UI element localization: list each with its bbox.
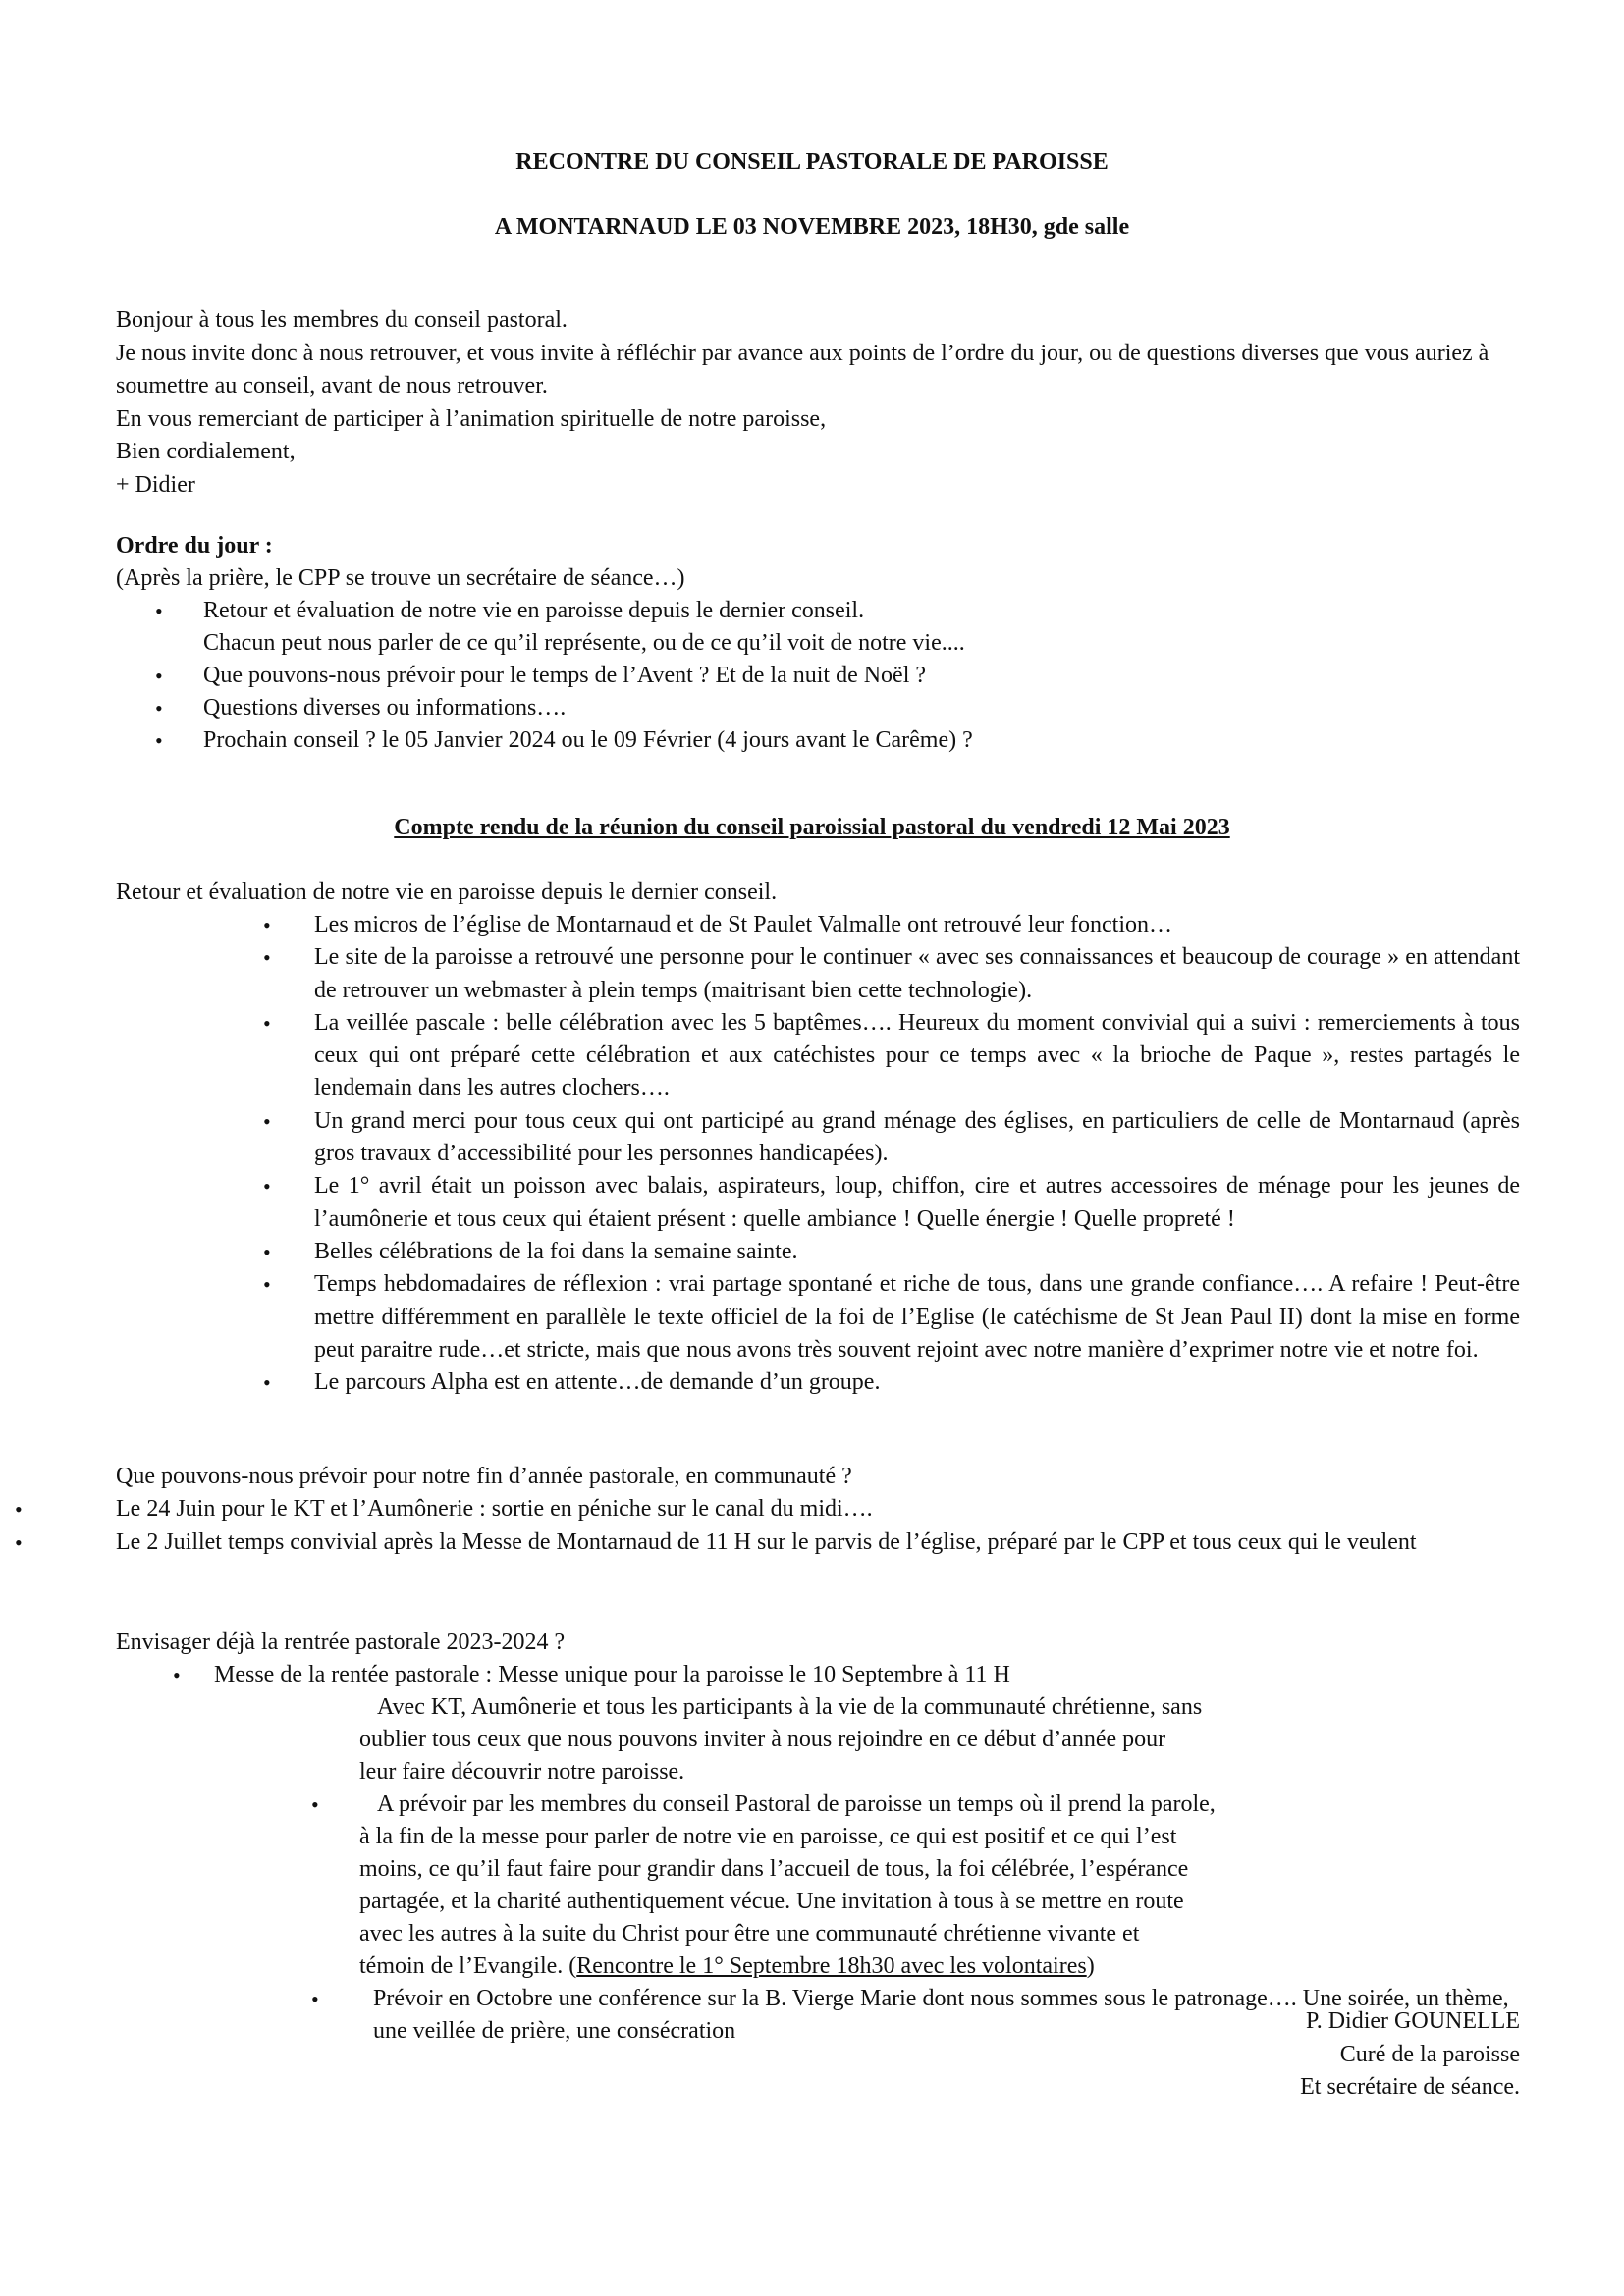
rentree-detail: à la fin de la messe pour parler de notre vie en paroisse, ce qui est positif et ce qui l’est [359,1824,1177,1849]
list-item: • Questions diverses ou informations…. [116,692,1520,724]
list-item: • Belles célébrations de la foi dans la semaine sainte. [116,1236,1520,1268]
list-item [359,1789,1341,1983]
agenda-list [116,595,1520,757]
list-item: • Prévoir en Octobre une conférence sur la B. Vierge Marie dont nous sommes sous le patronage…. Une soirée, un thème, une veillée de prière, une consécration [373,1983,1520,2048]
intro-greeting: Bonjour à tous les membres du conseil pastoral. [116,307,568,333]
intro-closing: Bien cordialement, [116,439,296,464]
section-heading: Que pouvons-nous prévoir pour notre fin d’année pastorale, en communauté ? [116,1464,852,1489]
list-item: • Temps hebdomadaires de réflexion : vrai partage spontané et riche de tous, dans une grande confiance…. A refaire ! Peut-être mettre différemment en parallèle le texte officiel de la foi de l’Eglise (le catéchisme de St Jean Paul II) dont la mise en forme peut paraitre rude…et stricte, mais que nous avons très souvent rejoint avec notre manière d’exprimer notre vie et notre foi. [116,1268,1520,1366]
rentree-detail-text: ) [1086,1953,1095,1979]
rentree-detail: partagée, et la charité authentiquement vécue. Une invitation à tous à se mettre en route [359,1889,1184,1914]
report-section-year-end [116,1461,1520,1559]
list-item: • Le 24 Juin pour le KT et l’Aumônerie : sortie en péniche sur le canal du midi…. [116,1493,1520,1526]
agenda-note: (Après la prière, le CPP se trouve un secrétaire de séance…) [116,565,685,591]
rentree-detail: • A prévoir par les membres du conseil Pastoral de paroisse un temps où il prend la parole, [377,1791,1216,1817]
report-title: Compte rendu de la réunion du conseil paroissial pastoral du vendredi 12 Mai 2023 [394,815,1230,840]
list-item: • Le parcours Alpha est en attente…de demande d’un groupe. [116,1366,1520,1399]
list-item: • Les micros de l’église de Montarnaud et de St Paulet Valmalle ont retrouvé leur fonction… [116,909,1520,941]
list-item: • Le site de la paroisse a retrouvé une personne pour le continuer « avec ses connaissances et beaucoup de courage » en attendant de retrouver un webmaster à plein temps (maitrisant bien cette technologie). [116,941,1520,1007]
list-item: • Messe de la rentée pastorale : Messe unique pour la paroisse le 10 Septembre à 11 H [116,1659,1520,1691]
report-section-rentree [116,1627,1520,2048]
document-subtitle: A MONTARNAUD LE 03 NOVEMBRE 2023, 18H30, gde salle [494,214,1130,240]
volunteer-meeting-note: Rencontre le 1° Septembre 18h30 avec les volontaires [576,1953,1087,1979]
intro-signature: + Didier [116,471,195,498]
year-end-list [116,1493,1520,1559]
report-section-review [116,877,1520,1399]
list-item: • Que pouvons-nous prévoir pour le temps de l’Avent ? Et de la nuit de Noël ? [116,660,1520,692]
list-item: • Prochain conseil ? le 05 Janvier 2024 ou le 09 Février (4 jours avant le Carême) ? [116,724,1520,757]
list-item: • Le 2 Juillet temps convivial après la Messe de Montarnaud de 11 H sur le parvis de l’église, préparé par le CPP et tous ceux qui le veulent [116,1526,1520,1560]
intro-paragraph [116,304,1520,502]
rentree-detail: leur faire découvrir notre paroisse. [359,1759,685,1785]
signature-block [1300,2005,1520,2105]
list-item [116,595,1520,660]
intro-invitation: Je nous invite donc à nous retrouver, et vous invite à réfléchir par avance aux points de l’ordre du jour, ou de questions diverses que vous auriez à soumettre au conseil, avant de nous retrouver. [116,340,1489,399]
agenda-item-text: Chacun peut nous parler de ce qu’il représente, ou de ce qu’il voit de notre vie.... [203,630,965,656]
intro-thanks: En vous remerciant de participer à l’animation spirituelle de notre paroisse, [116,405,827,432]
rentree-detail-text: témoin de l’Evangile. ( [359,1953,577,1979]
rentree-detail [359,1950,1341,1983]
signature-role-secretary: Et secrétaire de séance. [1300,2074,1520,2100]
agenda-heading: Ordre du jour : [116,533,273,559]
rentree-detail: Avec KT, Aumônerie et tous les participants à la vie de la communauté chrétienne, sans [377,1694,1203,1720]
section-heading: Envisager déjà la rentrée pastorale 2023-2024 ? [116,1629,566,1655]
signature-role: Curé de la paroisse [1339,2041,1520,2067]
section-heading: Retour et évaluation de notre vie en paroisse depuis le dernier conseil. [116,880,778,905]
agenda-item-text: Retour et évaluation de notre vie en paroisse depuis le dernier conseil. [203,598,865,623]
rentree-detail: oublier tous ceux que nous pouvons inviter à nous rejoindre en ce début d’année pour [359,1727,1166,1752]
list-item: • Le 1° avril était un poisson avec balais, aspirateurs, loup, chiffon, cire et autres accessoires de ménage pour les jeunes de l’aumônerie et tous ceux qui étaient présent : quelle ambiance ! Quelle énergie ! Quelle propreté ! [116,1170,1520,1236]
list-item: • Un grand merci pour tous ceux qui ont participé au grand ménage des églises, en particuliers de celle de Montarnaud (après gros travaux d’accessibilité pour les personnes handicapées). [116,1105,1520,1171]
list-item: • La veillée pascale : belle célébration avec les 5 baptêmes…. Heureux du moment convivial qui a suivi : remerciements à tous ceux qui ont préparé cette célébration et aux catéchistes pour ce temps avec « la brioche de Paque », restes partagés le lendemain dans les autres clochers…. [116,1007,1520,1105]
rentree-detail: moins, ce qu’il faut faire pour grandir dans l’accueil de tous, la foi célébrée, l’espérance [359,1856,1189,1882]
review-list [116,909,1520,1399]
document-title: RECONTRE DU CONSEIL PASTORALE DE PAROISSE [515,149,1109,175]
signature-name: P. Didier GOUNELLE [1306,2008,1520,2034]
rentree-detail: avec les autres à la suite du Christ pour être une communauté chrétienne vivante et [359,1921,1140,1947]
agenda-section [116,530,1520,757]
